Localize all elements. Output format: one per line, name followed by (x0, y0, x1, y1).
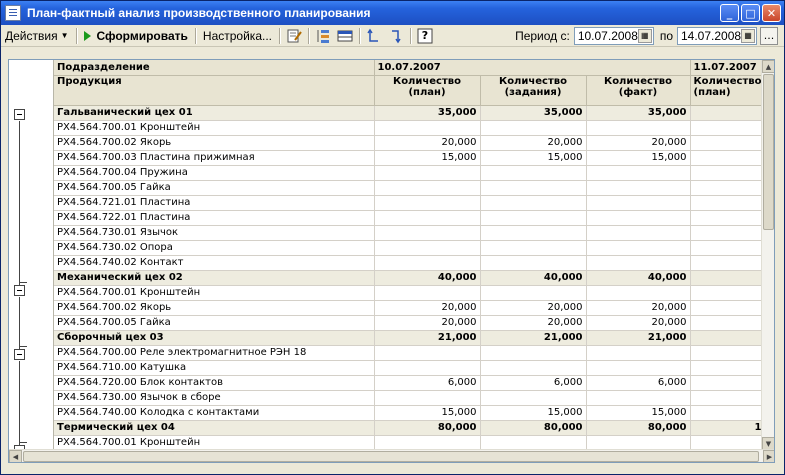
collapse-toggle-icon[interactable] (14, 109, 25, 120)
table-row[interactable] (54, 120, 765, 135)
qty-plan-next (690, 165, 765, 180)
dots-label: ... (763, 29, 775, 42)
calendar-icon[interactable]: ▦ (638, 29, 652, 43)
qty-plan (374, 120, 480, 135)
qty-plan: 40,000 (374, 270, 480, 285)
qty-tasks (480, 240, 586, 255)
table-row[interactable] (54, 180, 765, 195)
edit-report-icon[interactable] (285, 27, 303, 45)
tree-gutter (9, 60, 54, 463)
qty-plan: 15,000 (374, 150, 480, 165)
qty-plan: 20,000 (374, 135, 480, 150)
qty-plan-next (690, 315, 765, 330)
scroll-left-button[interactable]: ◀ (9, 450, 22, 463)
help-label: ? (421, 29, 429, 42)
qty-fact (586, 255, 690, 270)
vertical-scroll-thumb[interactable] (763, 74, 774, 230)
qty-tasks (480, 345, 586, 360)
department-name: Сборочный цех 03 (54, 330, 374, 345)
qty-plan: 6,000 (374, 375, 480, 390)
group-row[interactable] (54, 420, 765, 435)
qty-tasks (480, 255, 586, 270)
qty-plan-next (690, 300, 765, 315)
qty-fact: 15,000 (586, 405, 690, 420)
table-row[interactable] (54, 375, 765, 390)
qty-plan (374, 180, 480, 195)
table-row[interactable] (54, 135, 765, 150)
qty-tasks: 20,000 (480, 300, 586, 315)
qty-tasks (480, 435, 586, 450)
scroll-right-button[interactable]: ▶ (763, 450, 775, 463)
group-row[interactable] (54, 330, 765, 345)
header-row-department (54, 60, 765, 75)
qty-fact (586, 360, 690, 375)
product-name: РХ4.564.740.02 Контакт (54, 255, 374, 270)
qty-tasks (480, 360, 586, 375)
qty-fact (586, 390, 690, 405)
qty-plan-next (690, 435, 765, 450)
play-icon (84, 31, 91, 41)
qty-plan-next (690, 285, 765, 300)
qty-plan: 80,000 (374, 420, 480, 435)
vertical-scrollbar[interactable] (761, 60, 774, 450)
qty-plan: 21,000 (374, 330, 480, 345)
qty-plan-next (690, 150, 765, 165)
qty-plan-next (690, 135, 765, 150)
qty-plan-next (690, 225, 765, 240)
qty-plan (374, 255, 480, 270)
header-qty-tasks: Количество (задания) (480, 75, 586, 105)
table-row[interactable] (54, 300, 765, 315)
qty-plan: 20,000 (374, 315, 480, 330)
qty-fact (586, 120, 690, 135)
qty-tasks: 15,000 (480, 405, 586, 420)
product-name: РХ4.564.730.02 Опора (54, 240, 374, 255)
product-name: РХ4.564.730.01 Язычок (54, 225, 374, 240)
qty-plan-next (690, 240, 765, 255)
period-to-label: по (659, 28, 673, 43)
qty-fact (586, 210, 690, 225)
qty-tasks: 20,000 (480, 315, 586, 330)
qty-plan (374, 285, 480, 300)
qty-tasks: 20,000 (480, 135, 586, 150)
table-row[interactable] (54, 435, 765, 450)
qty-fact (586, 240, 690, 255)
table-row[interactable] (54, 345, 765, 360)
qty-tasks (480, 120, 586, 135)
qty-tasks (480, 390, 586, 405)
qty-plan (374, 225, 480, 240)
qty-fact: 20,000 (586, 135, 690, 150)
table-row[interactable] (54, 315, 765, 330)
header-date-1: 10.07.2007 (374, 60, 480, 75)
department-name: Механический цех 02 (54, 270, 374, 285)
product-name: РХ4.564.700.01 Кронштейн (54, 120, 374, 135)
qty-tasks (480, 210, 586, 225)
qty-tasks (480, 180, 586, 195)
collapse-icon[interactable] (365, 27, 383, 45)
date-to-value: 14.07.2008 (681, 28, 742, 43)
product-name: РХ4.564.700.02 Якорь (54, 300, 374, 315)
qty-plan-next (690, 405, 765, 420)
collapse-toggle-icon[interactable] (14, 349, 25, 360)
horizontal-scroll-thumb[interactable] (23, 451, 759, 462)
report-table (54, 60, 765, 451)
tree-connector-end (19, 346, 27, 347)
calendar-icon[interactable]: ▦ (741, 29, 755, 43)
qty-tasks (480, 165, 586, 180)
qty-fact: 80,000 (586, 420, 690, 435)
qty-tasks (480, 195, 586, 210)
department-name: Термический цех 04 (54, 420, 374, 435)
product-name: РХ4.564.700.00 Реле электромагнитное РЭН 18 (54, 345, 374, 360)
window-title: План-фактный анализ производственного планирования (27, 6, 371, 20)
qty-plan-next (690, 375, 765, 390)
qty-tasks: 80,000 (480, 420, 586, 435)
product-name: РХ4.564.700.01 Кронштейн (54, 435, 374, 450)
product-name: РХ4.564.700.02 Якорь (54, 135, 374, 150)
qty-plan (374, 345, 480, 360)
close-button[interactable]: ✕ (762, 4, 781, 22)
document-icon (5, 5, 21, 21)
qty-fact (586, 225, 690, 240)
product-name: РХ4.564.720.00 Блок контактов (54, 375, 374, 390)
qty-fact (586, 285, 690, 300)
qty-plan-next (690, 360, 765, 375)
help-icon[interactable] (416, 27, 434, 45)
period-from-label: Период с: (515, 28, 570, 43)
product-name: РХ4.564.722.01 Пластина (54, 210, 374, 225)
table-row[interactable] (54, 405, 765, 420)
header-date-1-span (480, 60, 586, 75)
qty-plan (374, 390, 480, 405)
product-name: РХ4.564.700.05 Гайка (54, 315, 374, 330)
qty-plan (374, 210, 480, 225)
table-row[interactable] (54, 255, 765, 270)
settings-button[interactable] (199, 26, 276, 46)
settings-label: Настройка... (202, 28, 272, 43)
header-date-1-span (586, 60, 690, 75)
qty-tasks: 21,000 (480, 330, 586, 345)
qty-plan-next (690, 255, 765, 270)
qty-tasks (480, 225, 586, 240)
qty-plan-next (690, 345, 765, 360)
qty-fact (586, 435, 690, 450)
department-name: Гальванический цех 01 (54, 105, 374, 120)
qty-plan-next (690, 180, 765, 195)
product-name: РХ4.564.700.03 Пластина прижимная (54, 150, 374, 165)
date-from-input[interactable] (574, 27, 654, 45)
toolbar (1, 25, 784, 47)
qty-fact (586, 180, 690, 195)
dropdown-arrow-icon: ▼ (60, 31, 69, 40)
date-to-input[interactable] (677, 27, 757, 45)
qty-tasks: 6,000 (480, 375, 586, 390)
qty-fact (586, 345, 690, 360)
header-date-2: 11.07.2007 (690, 60, 765, 75)
qty-tasks: 35,000 (480, 105, 586, 120)
qty-plan-next (690, 120, 765, 135)
tree-connector (19, 297, 20, 349)
product-name: РХ4.564.721.01 Пластина (54, 195, 374, 210)
qty-plan-next (690, 270, 765, 285)
header-row-product (54, 75, 765, 105)
tree-connector-end (19, 282, 27, 283)
grouping-icon[interactable] (314, 27, 332, 45)
table-row[interactable] (54, 225, 765, 240)
qty-plan-next (690, 390, 765, 405)
group-row[interactable] (54, 105, 765, 120)
period-select-button[interactable] (760, 27, 778, 45)
qty-tasks (480, 285, 586, 300)
tree-connector-end (19, 442, 27, 443)
actions-label: Действия (5, 28, 58, 43)
qty-plan-next (690, 195, 765, 210)
qty-plan: 35,000 (374, 105, 480, 120)
qty-plan (374, 435, 480, 450)
product-name: РХ4.564.730.00 Язычок в сборе (54, 390, 374, 405)
header-qty-plan: Количество (план) (374, 75, 480, 105)
table-row[interactable] (54, 165, 765, 180)
qty-fact: 6,000 (586, 375, 690, 390)
qty-plan (374, 360, 480, 375)
product-name: РХ4.564.700.04 Пружина (54, 165, 374, 180)
table-row[interactable] (54, 195, 765, 210)
qty-fact: 40,000 (586, 270, 690, 285)
generate-button[interactable] (80, 26, 192, 46)
header-qty-fact: Количество (факт) (586, 75, 690, 105)
scroll-up-button[interactable]: ▲ (762, 60, 775, 73)
header-qty-plan-next: Количество (план) (690, 75, 765, 105)
tree-connector (19, 361, 20, 445)
horizontal-scrollbar[interactable] (9, 449, 775, 462)
collapse-toggle-icon[interactable] (14, 285, 25, 296)
qty-plan (374, 165, 480, 180)
qty-plan: 20,000 (374, 300, 480, 315)
generate-label: Сформировать (96, 28, 188, 43)
qty-plan-next: 1 (690, 420, 765, 435)
qty-tasks: 40,000 (480, 270, 586, 285)
qty-plan-next (690, 105, 765, 120)
group-row[interactable] (54, 270, 765, 285)
qty-plan-next (690, 330, 765, 345)
qty-fact: 20,000 (586, 315, 690, 330)
qty-fact (586, 165, 690, 180)
product-name: РХ4.564.700.01 Кронштейн (54, 285, 374, 300)
table-row[interactable] (54, 240, 765, 255)
actions-menu[interactable] (1, 26, 73, 46)
table-row[interactable] (54, 285, 765, 300)
header-department: Подразделение (54, 60, 374, 75)
expand-icon[interactable] (387, 27, 405, 45)
report-grid[interactable] (8, 59, 775, 463)
table-row[interactable] (54, 210, 765, 225)
table-row[interactable] (54, 150, 765, 165)
table-row[interactable] (54, 360, 765, 375)
tree-connector (19, 121, 20, 285)
table-row[interactable] (54, 390, 765, 405)
qty-fact: 15,000 (586, 150, 690, 165)
qty-fact: 35,000 (586, 105, 690, 120)
maximize-button[interactable]: □ (741, 4, 760, 22)
scroll-down-button[interactable]: ▼ (762, 437, 775, 450)
qty-fact: 21,000 (586, 330, 690, 345)
minimize-button[interactable]: _ (720, 4, 739, 22)
qty-fact: 20,000 (586, 300, 690, 315)
table-icon[interactable] (336, 27, 354, 45)
qty-plan-next (690, 210, 765, 225)
product-name: РХ4.564.710.00 Катушка (54, 360, 374, 375)
title-bar[interactable] (1, 1, 784, 25)
qty-plan: 15,000 (374, 405, 480, 420)
qty-plan (374, 240, 480, 255)
qty-plan (374, 195, 480, 210)
qty-fact (586, 195, 690, 210)
product-name: РХ4.564.740.00 Колодка с контактами (54, 405, 374, 420)
product-name: РХ4.564.700.05 Гайка (54, 180, 374, 195)
qty-tasks: 15,000 (480, 150, 586, 165)
date-from-value: 10.07.2008 (577, 28, 638, 43)
header-product: Продукция (54, 75, 374, 105)
